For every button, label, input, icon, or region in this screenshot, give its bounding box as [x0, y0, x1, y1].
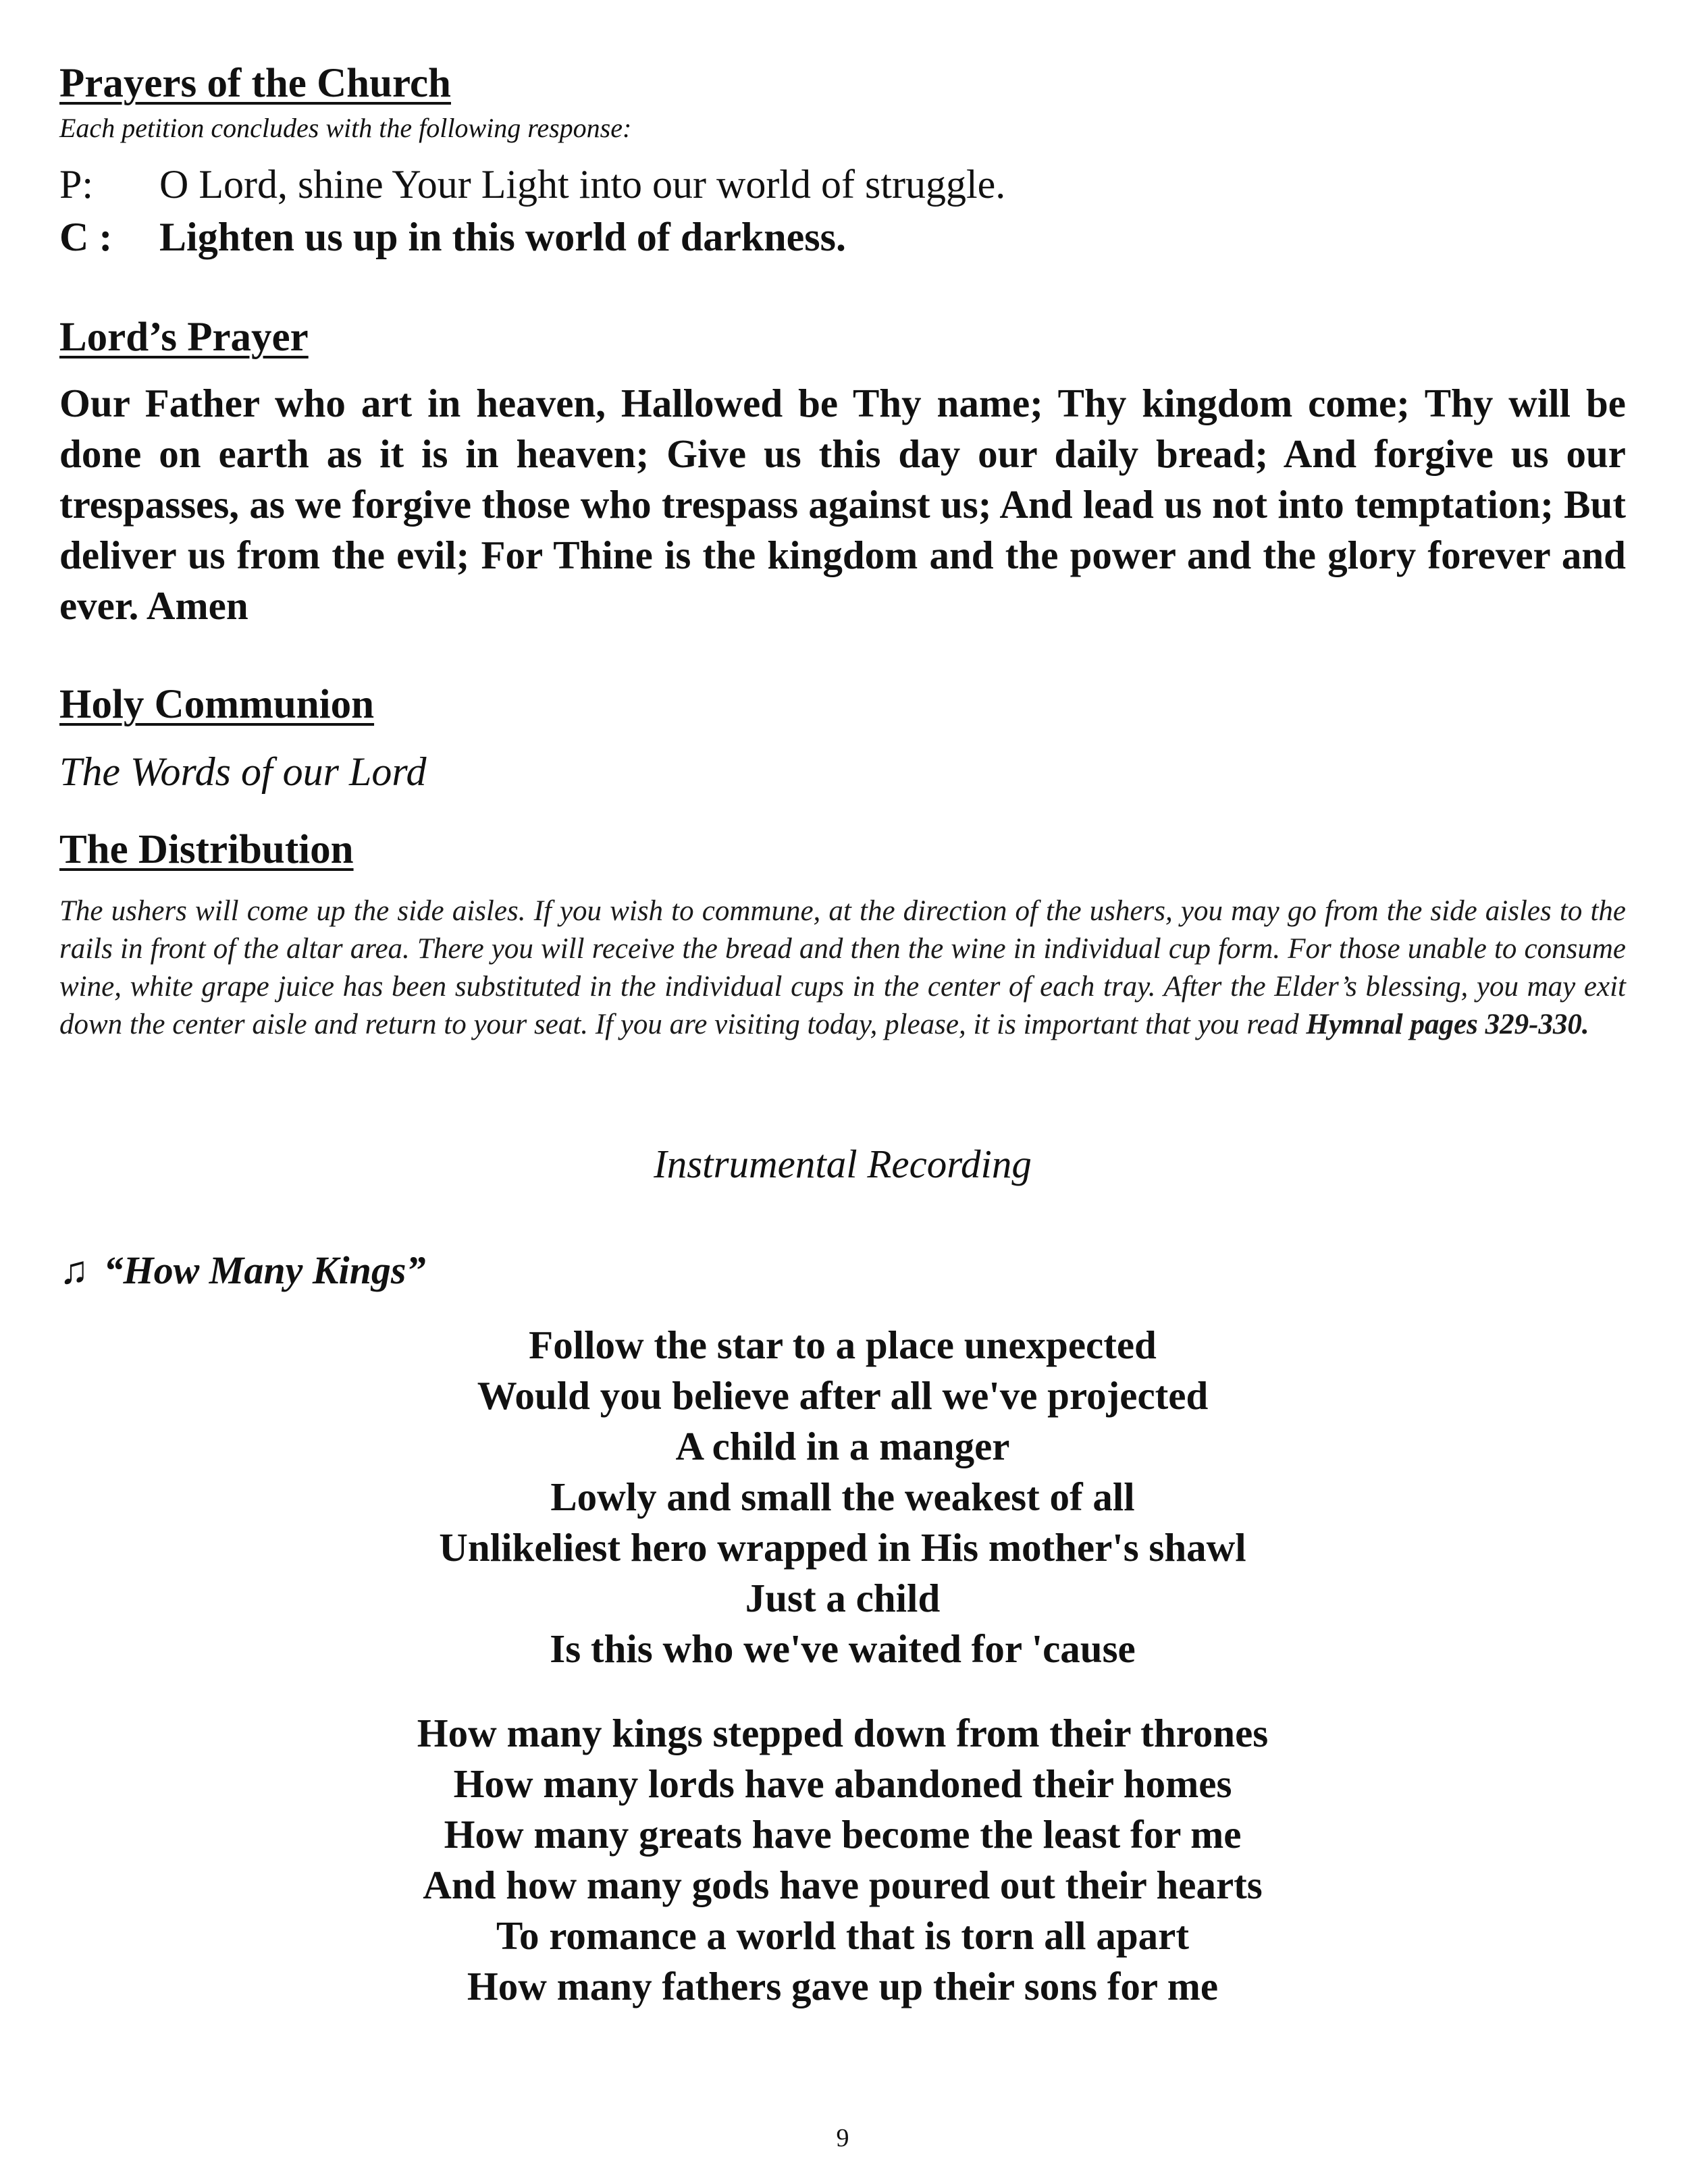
lyric-line: How many greats have become the least for me — [444, 1812, 1242, 1857]
congregation-line: Lighten us up in this world of darkness. — [159, 215, 846, 259]
lyric-line: Would you believe after all we've projected — [477, 1373, 1209, 1418]
lyric-line: To romance a world that is torn all apart — [496, 1913, 1189, 1958]
holy-communion-heading: Holy Communion — [59, 682, 375, 727]
verse-one — [59, 1320, 1626, 1674]
lyric-line: How many kings stepped down from their thrones — [417, 1711, 1269, 1755]
lyric-line: Lowly and small the weakest of all — [550, 1474, 1135, 1519]
lyric-line: Unlikeliest hero wrapped in His mother's shawl — [439, 1525, 1246, 1570]
lyric-line: How many fathers gave up their sons for me — [467, 1964, 1219, 2008]
hymnal-reference: Hymnal pages 329-330. — [1306, 1009, 1589, 1040]
lyric-line: Is this who we've waited for 'cause — [550, 1626, 1136, 1671]
congregation-response — [59, 215, 846, 259]
pastor-line: O Lord, shine Your Light into our world of struggle. — [159, 162, 1006, 207]
lyric-line: Just a child — [745, 1576, 941, 1620]
distribution-instructions — [59, 893, 1626, 1044]
lyric-line: Follow the star to a place unexpected — [529, 1323, 1157, 1367]
page-number: 9 — [836, 2124, 849, 2152]
lyric-line: A child in a manger — [675, 1424, 1010, 1468]
response-instruction: Each petition concludes with the following response: — [59, 113, 632, 143]
distribution-text: The ushers will come up the side aisles. If you wish to commune, at the direction of the ushers, you may go from the side aisles to the rails in front of the altar area. There you will receive the bread and then the wine in individual cup form. For those unable to consume wine, white grape juice has been substituted in the individual cups in the center of each tray. After the Elder’s blessing, you may exit down the center aisle and return to your seat. If you are visiting today, please, it is important that you read — [59, 895, 1626, 1040]
distribution-heading: The Distribution — [59, 827, 354, 872]
congregation-label: C : — [59, 215, 113, 259]
lyric-line: And how many gods have poured out their hearts — [423, 1863, 1263, 1907]
music-note-icon: ♫ — [59, 1248, 89, 1292]
bulletin-page — [59, 0, 1626, 2184]
verse-two — [59, 1708, 1626, 2012]
lyric-line: How many lords have abandoned their homes — [453, 1761, 1232, 1806]
song-title-text: “How Many Kings” — [103, 1248, 426, 1292]
pastor-label: P: — [59, 162, 94, 207]
instrumental-recording: Instrumental Recording — [654, 1142, 1032, 1186]
lords-prayer-heading: Lord’s Prayer — [59, 315, 309, 360]
pastor-response — [59, 162, 1005, 207]
words-of-our-lord: The Words of our Lord — [59, 749, 427, 794]
prayers-of-church-heading: Prayers of the Church — [59, 61, 451, 106]
lords-prayer-text: Our Father who art in heaven, Hallowed be Thy name; Thy kingdom come; Thy will be done on earth as it is in heaven; Give us this day our daily bread; And forgive us our trespasses, as we forgive those who trespass against us; And lead us not into temptation; But deliver us from the evil; For Thine is the kingdom and the power and the glory forever and ever. Amen — [59, 381, 1626, 628]
song-title — [59, 1248, 426, 1293]
